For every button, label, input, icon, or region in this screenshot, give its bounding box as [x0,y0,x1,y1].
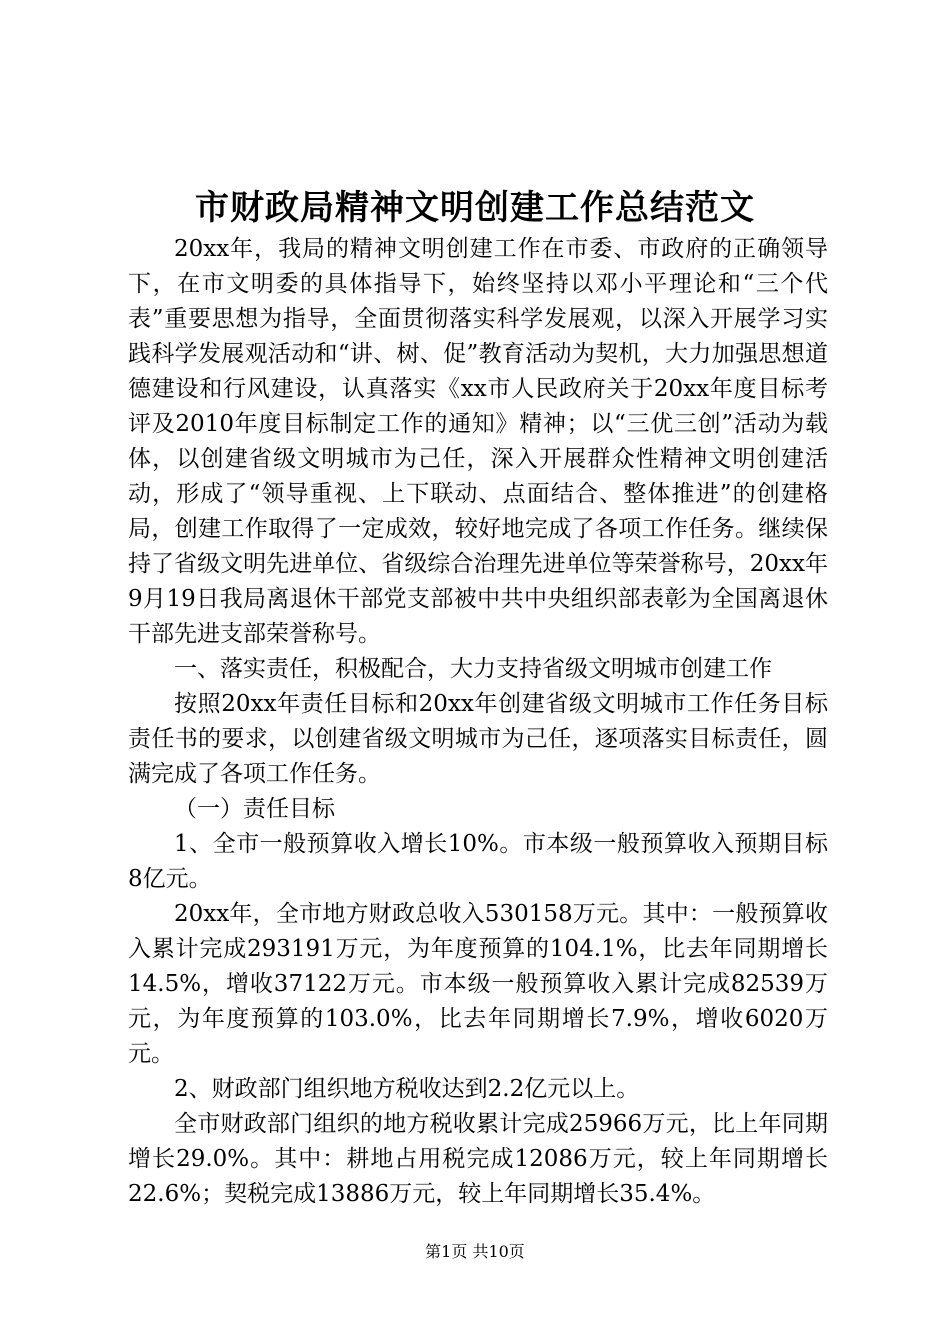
target-item-2: 2、财政部门组织地方税收达到2.2亿元以上。 [174,1076,640,1102]
target-item-1: 1、全市一般预算收入增长10%。市本级一般预算收入预期目标8亿元。 [128,831,828,892]
subsection-heading-1: （一）责任目标 [174,796,335,822]
page-number: 第1页 共10页 [425,1242,525,1261]
paragraph-revenue: 20xx年，全市地方财政总收入530158万元。其中：一般预算收入累计完成293191万元，为年度预算的104.1%，比去年同期增长14.5%，增收37122万元。市本级一般预算收入累计完成82539万元，为年度预算的103.0%，比去年同期增长7.9%，增收6020万元。 [128,901,828,1067]
paragraph-section-1: 按照20xx年责任目标和20xx年创建省级文明城市工作任务目标责任书的要求，以创建省级文明城市为己任，逐项落实目标责任，圆满完成了各项工作任务。 [128,691,828,787]
paragraph-intro: 20xx年，我局的精神文明创建工作在市委、市政府的正确领导下，在市文明委的具体指导下，始终坚持以邓小平理论和“三个代表”重要思想为指导，全面贯彻落实科学发展观，以深入开展学习实践科学发展观活动和“讲、树、促”教育活动为契机，大力加强思想道德建设和行风建设，认真落实《xx市人民政府关于20xx年度目标考评及2010年度目标制定工作的通知》精神；以“三优三创”活动为载体，以创建省级文明城市为己任，深入开展群众性精神文明创建活动，形成了“领导重视、上下联动、点面结合、整体推进”的创建格局，创建工作取得了一定成效，较好地完成了各项工作任务。继续保持了省级文明先进单位、省级综合治理先进单位等荣誉称号，20xx年9月19日我局离退休干部党支部被中共中央组织部表彰为全国离退休干部先进支部荣誉称号。 [128,236,828,647]
paragraph-tax: 全市财政部门组织的地方税收累计完成25966万元，比上年同期增长29.0%。其中：耕地占用税完成12086万元，较上年同期增长22.6%；契税完成13886万元，较上年同期增长35.4%。 [128,1111,828,1207]
section-heading-1: 一、落实责任，积极配合，大力支持省级文明城市创建工作 [174,656,772,682]
document-title: 市财政局精神文明创建工作总结范文 [195,188,755,228]
document-body [128,232,828,1212]
